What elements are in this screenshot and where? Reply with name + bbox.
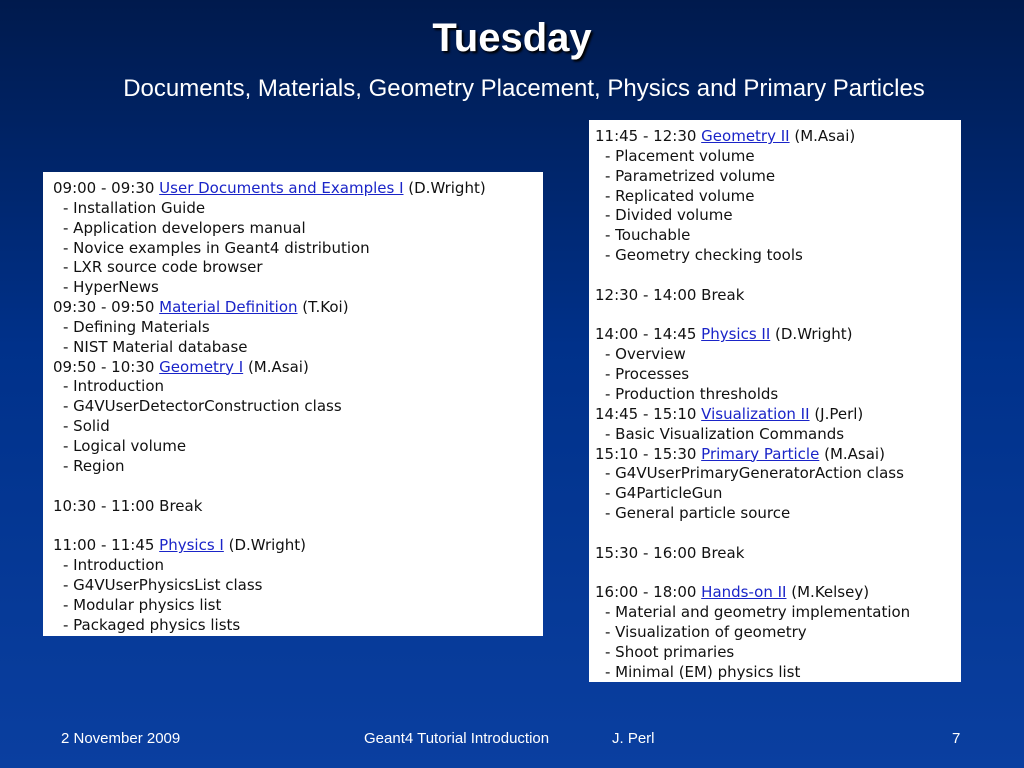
- topic-item: - Solid: [63, 417, 110, 436]
- spacer: [595, 564, 961, 584]
- topic-item: - Introduction: [63, 556, 165, 575]
- spacer: [53, 477, 543, 497]
- topic-item: - Logical volume: [63, 436, 187, 455]
- schedule-panel-afternoon: [589, 120, 961, 682]
- slide-subtitle: Documents, Materials, Geometry Placement, Physics and Primary Particles: [123, 75, 925, 102]
- session-speaker: (D.Wright): [403, 179, 486, 197]
- session-speaker: (D.Wright): [223, 536, 307, 555]
- topic-item: - Production thresholds: [605, 384, 779, 403]
- session-link[interactable]: User Documents and Examples I: [159, 179, 404, 197]
- footer-page-number: 7: [952, 730, 961, 747]
- spacer: [53, 516, 543, 536]
- spacer: [595, 266, 961, 286]
- topic-item: - Shoot primaries: [605, 642, 735, 661]
- topic-item: - Placement volume: [605, 146, 755, 165]
- session-header: [595, 405, 961, 425]
- topic-item: - Parametrized volume: [605, 166, 776, 185]
- topic-item: - Packaged physics lists: [63, 615, 241, 634]
- session-header: [595, 583, 961, 603]
- topic-item: - Divided volume: [605, 206, 733, 225]
- session-header: [53, 298, 543, 318]
- footer-date: 2 November 2009: [61, 730, 181, 747]
- topic-item: - G4VUserDetectorConstruction class: [63, 397, 342, 416]
- topic-item: - Replicated volume: [605, 186, 755, 205]
- topic-item: - Defining Materials: [63, 317, 210, 336]
- slide-title: Tuesday: [432, 16, 592, 60]
- topic-item: - Processes: [605, 365, 690, 384]
- break-line: 10:30 - 11:00 Break: [53, 496, 203, 515]
- session-time: 09:30 - 09:50: [53, 298, 160, 317]
- session-speaker: (M.Asai): [789, 127, 856, 145]
- topic-item: - Modular physics list: [63, 595, 222, 614]
- topic-item: - Touchable: [605, 226, 691, 245]
- session-link[interactable]: Geometry II: [701, 127, 790, 145]
- session-speaker: (M.Asai): [819, 444, 885, 463]
- topic-item: - NIST Material database: [63, 337, 248, 356]
- session-time: 14:45 - 15:10: [595, 404, 702, 423]
- session-link[interactable]: Physics I: [159, 536, 224, 555]
- session-time: 11:45 - 12:30: [595, 127, 702, 145]
- topic-item: - Novice examples in Geant4 distribution: [63, 238, 370, 257]
- topic-item: - HyperNews: [63, 278, 159, 297]
- session-speaker: (M.Asai): [243, 357, 309, 376]
- topic-item: - LXR source code browser: [63, 258, 263, 277]
- topic-item: - Material and geometry implementation: [605, 603, 911, 622]
- session-link[interactable]: Physics II: [701, 325, 771, 344]
- break-line: 12:30 - 14:00 Break: [595, 285, 745, 304]
- session-speaker: (M.Kelsey): [786, 583, 870, 602]
- session-time: 09:00 - 09:30: [53, 179, 160, 197]
- session-time: 16:00 - 18:00: [595, 583, 702, 602]
- session-link[interactable]: Geometry I: [159, 357, 244, 376]
- topic-item: - General particle source: [605, 504, 791, 523]
- session-header: [595, 445, 961, 465]
- session-speaker: (T.Koi): [297, 298, 349, 317]
- session-link[interactable]: Visualization II: [701, 404, 810, 423]
- schedule-panel-morning: [43, 172, 543, 636]
- topic-item: - G4VUserPrimaryGeneratorAction class: [605, 464, 904, 483]
- session-time: 11:00 - 11:45: [53, 536, 160, 555]
- topic-item: - Overview: [605, 345, 686, 364]
- topic-item: - Region: [63, 456, 125, 475]
- session-link[interactable]: Primary Particle: [701, 444, 820, 463]
- session-header: [595, 325, 961, 345]
- session-header: [53, 179, 543, 199]
- session-link[interactable]: Hands-on II: [701, 583, 787, 602]
- topic-item: - Application developers manual: [63, 218, 306, 237]
- session-speaker: (D.Wright): [770, 325, 853, 344]
- topic-item: - Basic Visualization Commands: [605, 424, 845, 443]
- footer-title: Geant4 Tutorial Introduction: [364, 730, 550, 747]
- topic-item: - Installation Guide: [63, 198, 206, 217]
- footer-author: J. Perl: [612, 730, 655, 747]
- session-header: [53, 358, 543, 378]
- session-time: 15:10 - 15:30: [595, 444, 702, 463]
- spacer: [595, 524, 961, 544]
- topic-item: - Geometry checking tools: [605, 246, 803, 265]
- topic-item: - Introduction: [63, 377, 165, 396]
- break-line: 15:30 - 16:00 Break: [595, 543, 745, 562]
- session-header: [595, 127, 961, 147]
- topic-item: - G4VUserPhysicsList class: [63, 575, 263, 594]
- session-link[interactable]: Material Definition: [159, 298, 298, 317]
- spacer: [595, 306, 961, 326]
- topic-item: - Minimal (EM) physics list: [605, 662, 801, 681]
- topic-item: - Visualization of geometry: [605, 623, 807, 642]
- session-speaker: (J.Perl): [809, 404, 864, 423]
- session-header: [53, 536, 543, 556]
- session-time: 09:50 - 10:30: [53, 357, 160, 376]
- topic-item: - G4ParticleGun: [605, 484, 723, 503]
- session-time: 14:00 - 14:45: [595, 325, 702, 344]
